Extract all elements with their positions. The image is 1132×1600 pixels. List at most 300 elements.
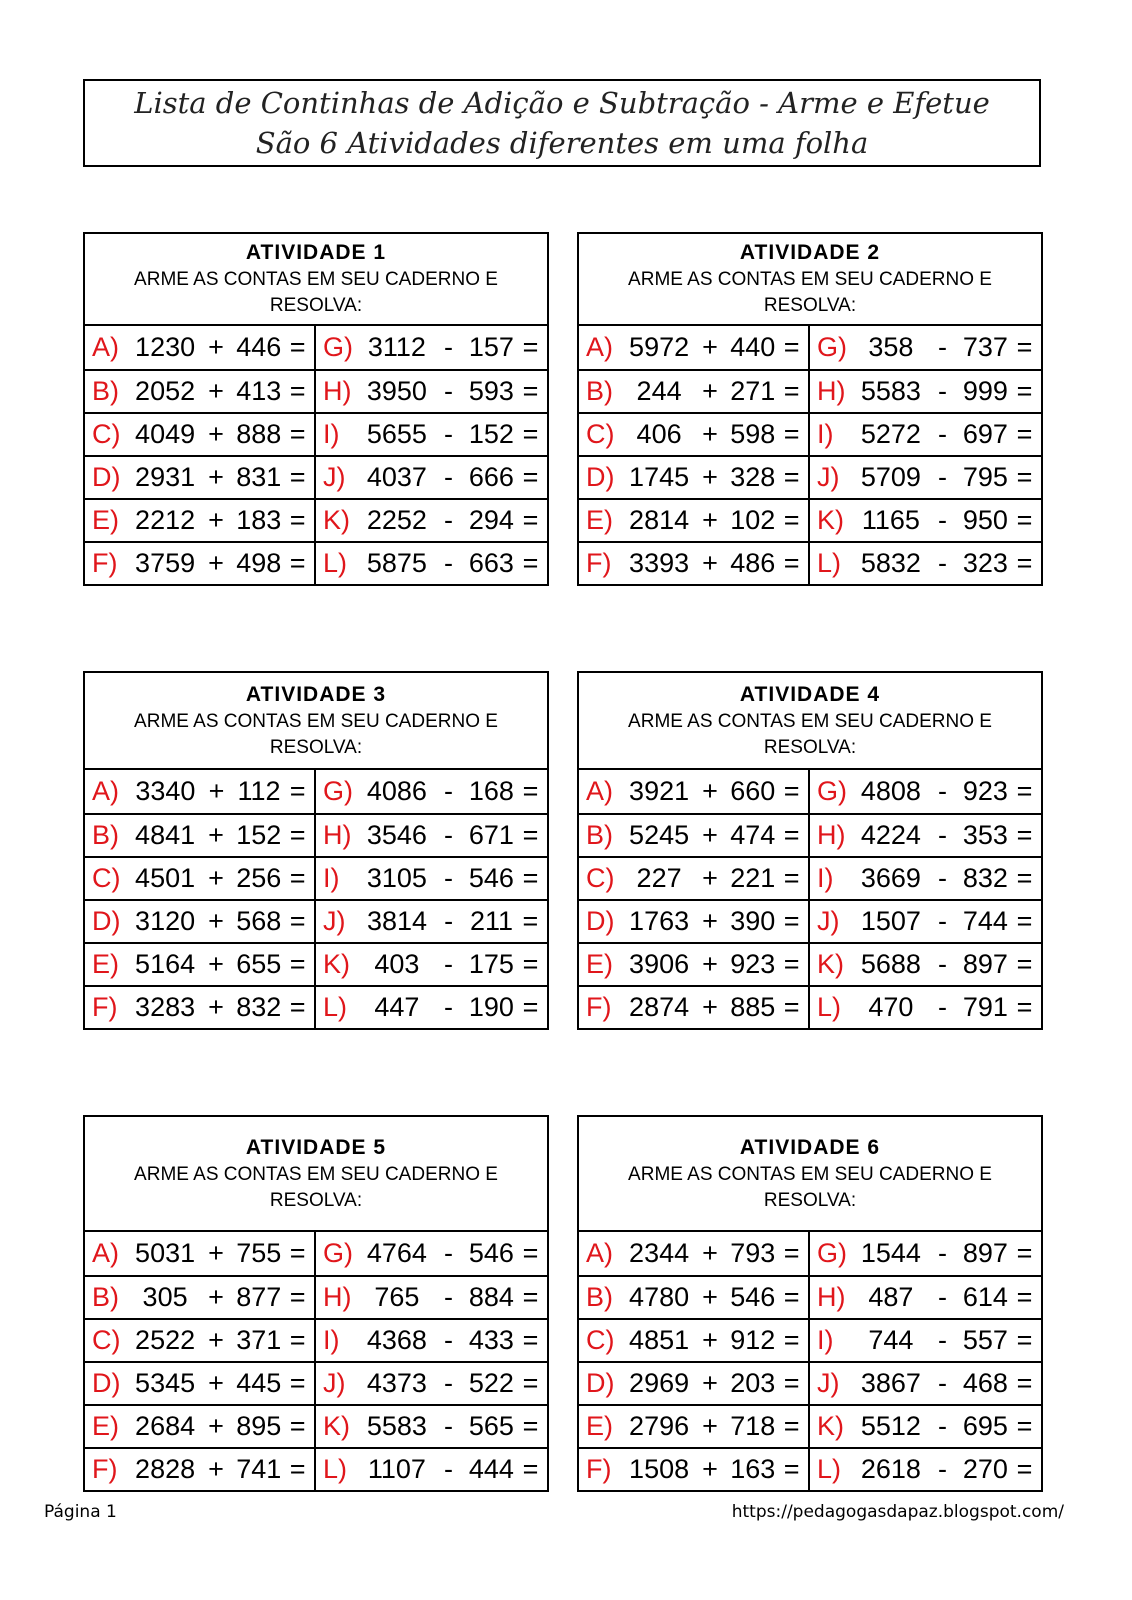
first-number: 447 (374, 992, 420, 1022)
second-number: 183 (236, 505, 282, 535)
addition-exercise (579, 1277, 810, 1318)
subtraction-exercise (810, 987, 1041, 1028)
exercise-letter: I) (817, 419, 834, 449)
exercise-letter: H) (323, 1282, 352, 1312)
exercise-letter: L) (817, 1454, 842, 1484)
equals-sign: = (783, 1238, 800, 1268)
second-number: 666 (468, 462, 514, 492)
second-number: 888 (236, 419, 282, 449)
subtraction-exercise (316, 1232, 547, 1275)
second-number: 923 (962, 776, 1008, 806)
second-number: 897 (962, 949, 1008, 979)
first-number: 2618 (860, 1454, 921, 1484)
second-number: 546 (730, 1282, 776, 1312)
operator: + (208, 376, 224, 406)
equals-sign: = (783, 1368, 800, 1398)
first-number: 2684 (135, 1411, 196, 1441)
exercise-letter: C) (586, 1325, 615, 1355)
second-number: 271 (730, 376, 776, 406)
equals-sign: = (783, 776, 800, 806)
exercise-letter: E) (586, 1411, 613, 1441)
second-number: 112 (237, 776, 281, 806)
equals-sign: = (289, 992, 306, 1022)
operator: - (443, 332, 453, 362)
exercise-letter: H) (817, 820, 846, 850)
second-number: 328 (730, 462, 776, 492)
exercise-letter: A) (586, 776, 613, 806)
exercise-letter: A) (92, 776, 119, 806)
second-number: 671 (468, 820, 514, 850)
exercise-letter: A) (92, 1238, 119, 1268)
subtraction-exercise (316, 543, 547, 584)
operator: + (208, 820, 224, 850)
second-number: 440 (730, 332, 776, 362)
equals-sign: = (289, 332, 306, 362)
addition-exercise (579, 457, 810, 498)
exercise-row (579, 1275, 1041, 1318)
equals-sign: = (522, 906, 539, 936)
exercise-letter: L) (323, 1454, 348, 1484)
second-number: 655 (236, 949, 282, 979)
operator: + (208, 1238, 224, 1268)
first-number: 5688 (860, 949, 921, 979)
second-number: 557 (962, 1325, 1008, 1355)
operator: + (702, 1454, 718, 1484)
first-number: 3867 (860, 1368, 921, 1398)
first-number: 1763 (629, 906, 690, 936)
equals-sign: = (1016, 332, 1033, 362)
equals-sign: = (289, 1411, 306, 1441)
first-number: 5655 (366, 419, 427, 449)
equals-sign: = (289, 906, 306, 936)
exercise-letter: A) (586, 332, 613, 362)
first-number: 2828 (135, 1454, 196, 1484)
activity-instruction: ARME AS CONTAS EM SEU CADERNO E RESOLVA: (134, 710, 498, 758)
exercise-row (85, 369, 547, 412)
equals-sign: = (1016, 992, 1033, 1022)
equals-sign: = (522, 1454, 539, 1484)
first-number: 470 (868, 992, 914, 1022)
exercise-row (579, 1361, 1041, 1404)
subtraction-exercise (810, 1449, 1041, 1490)
exercise-letter: K) (817, 949, 844, 979)
second-number: 498 (236, 548, 282, 578)
second-number: 950 (962, 505, 1008, 535)
exercise-row (85, 326, 547, 369)
operator: + (208, 863, 224, 893)
subtraction-exercise (810, 1320, 1041, 1361)
equals-sign: = (289, 1325, 306, 1355)
first-number: 5583 (860, 376, 921, 406)
exercise-letter: D) (586, 1368, 615, 1398)
second-number: 256 (236, 863, 282, 893)
first-number: 3814 (366, 906, 428, 936)
equals-sign: = (289, 776, 306, 806)
activity-instruction: ARME AS CONTAS EM SEU CADERNO E RESOLVA: (628, 269, 992, 316)
exercise-row (579, 1404, 1041, 1447)
first-number: 2931 (135, 462, 196, 492)
second-number: 203 (730, 1368, 776, 1398)
subtraction-exercise (316, 457, 547, 498)
activity-header (85, 673, 547, 770)
subtraction-exercise (810, 858, 1041, 899)
exercise-row (579, 813, 1041, 856)
equals-sign: = (289, 820, 306, 850)
operator: - (443, 505, 453, 535)
exercise-letter: F) (92, 548, 118, 578)
second-number: 468 (962, 1368, 1008, 1398)
exercise-table (85, 1232, 547, 1490)
first-number: 2052 (135, 376, 196, 406)
operator: + (208, 1454, 224, 1484)
first-number: 2969 (629, 1368, 690, 1398)
operator: - (937, 1282, 947, 1312)
exercise-letter: K) (323, 1411, 350, 1441)
exercise-row (85, 1404, 547, 1447)
operator: + (702, 376, 718, 406)
exercise-letter: F) (586, 548, 612, 578)
exercise-letter: K) (323, 949, 350, 979)
exercise-letter: D) (92, 906, 121, 936)
addition-exercise (85, 770, 316, 813)
first-number: 1544 (860, 1238, 921, 1268)
second-number: 323 (962, 548, 1008, 578)
exercise-letter: H) (323, 820, 352, 850)
exercise-row (85, 541, 547, 584)
exercise-letter: D) (92, 462, 121, 492)
first-number: 3950 (366, 376, 427, 406)
addition-exercise (579, 500, 810, 541)
exercise-row (579, 412, 1041, 455)
addition-exercise (579, 1363, 810, 1404)
second-number: 831 (236, 462, 282, 492)
first-number: 3105 (366, 863, 427, 893)
second-number: 877 (236, 1282, 282, 1312)
addition-exercise (579, 543, 810, 584)
second-number: 168 (468, 776, 514, 806)
first-number: 403 (374, 949, 420, 979)
exercise-letter: B) (92, 820, 119, 850)
second-number: 522 (468, 1368, 514, 1398)
addition-exercise (579, 770, 810, 813)
operator: - (937, 1411, 947, 1441)
subtraction-exercise (810, 1277, 1041, 1318)
activity-title: ATIVIDADE 3 (245, 682, 387, 706)
equals-sign: = (522, 1238, 539, 1268)
subtraction-exercise (316, 815, 547, 856)
first-number: 3759 (135, 548, 196, 578)
second-number: 718 (730, 1411, 776, 1441)
subtraction-exercise (810, 543, 1041, 584)
addition-exercise (85, 987, 316, 1028)
subtraction-exercise (316, 326, 547, 369)
second-number: 695 (962, 1411, 1008, 1441)
first-number: 2796 (629, 1411, 690, 1441)
header-title: Lista de Continhas de Adição e Subtração - Arme e Efetue (134, 86, 990, 120)
operator: - (443, 992, 453, 1022)
first-number: 2212 (135, 505, 196, 535)
addition-exercise (579, 815, 810, 856)
activity-instruction: ARME AS CONTAS EM SEU CADERNO E RESOLVA: (628, 1163, 992, 1211)
exercise-letter: I) (817, 863, 834, 893)
second-number: 885 (730, 992, 776, 1022)
equals-sign: = (1016, 1238, 1033, 1268)
second-number: 157 (468, 332, 514, 362)
exercise-letter: D) (586, 906, 615, 936)
subtraction-exercise (810, 500, 1041, 541)
exercise-row (85, 412, 547, 455)
first-number: 4373 (366, 1368, 427, 1398)
equals-sign: = (783, 820, 800, 850)
second-number: 795 (962, 462, 1008, 492)
subtraction-exercise (810, 326, 1041, 369)
operator: + (208, 462, 224, 492)
subtraction-exercise (316, 414, 547, 455)
exercise-row (85, 1275, 547, 1318)
operator: - (443, 376, 453, 406)
first-number: 2874 (629, 992, 690, 1022)
second-number: 446 (236, 332, 282, 362)
exercise-row (85, 1447, 547, 1490)
subtraction-exercise (810, 371, 1041, 412)
addition-exercise (579, 901, 810, 942)
operator: + (702, 548, 718, 578)
second-number: 598 (730, 419, 776, 449)
equals-sign: = (1016, 462, 1033, 492)
second-number: 444 (468, 1454, 514, 1484)
exercise-letter: C) (92, 1325, 121, 1355)
exercise-row (579, 942, 1041, 985)
second-number: 486 (730, 548, 776, 578)
subtraction-exercise (316, 1363, 547, 1404)
subtraction-exercise (810, 457, 1041, 498)
subtraction-exercise (316, 770, 547, 813)
first-number: 4780 (629, 1282, 690, 1312)
operator: + (702, 505, 718, 535)
addition-exercise (579, 1320, 810, 1361)
operator: + (702, 332, 718, 362)
second-number: 152 (468, 419, 514, 449)
second-number: 152 (236, 820, 282, 850)
exercise-letter: E) (92, 949, 119, 979)
first-number: 3283 (135, 992, 196, 1022)
first-number: 1165 (861, 505, 920, 535)
first-number: 5875 (366, 548, 427, 578)
first-number: 3906 (629, 949, 690, 979)
exercise-letter: I) (817, 1325, 834, 1355)
exercise-row (85, 942, 547, 985)
second-number: 737 (962, 332, 1008, 362)
first-number: 2344 (629, 1238, 690, 1268)
first-number: 3120 (135, 906, 196, 936)
exercise-letter: C) (586, 419, 615, 449)
equals-sign: = (1016, 1325, 1033, 1355)
second-number: 884 (468, 1282, 514, 1312)
exercise-row (85, 899, 547, 942)
activity-instruction: ARME AS CONTAS EM SEU CADERNO E RESOLVA: (134, 269, 498, 316)
second-number: 593 (468, 376, 514, 406)
equals-sign: = (783, 332, 800, 362)
exercise-letter: K) (323, 505, 350, 535)
operator: - (443, 1454, 453, 1484)
first-number: 5031 (135, 1238, 196, 1268)
first-number: 5709 (860, 462, 921, 492)
second-number: 660 (730, 776, 776, 806)
exercise-letter: G) (817, 1238, 847, 1268)
operator: + (208, 992, 224, 1022)
equals-sign: = (783, 1325, 800, 1355)
equals-sign: = (1016, 1282, 1033, 1312)
exercise-row (85, 498, 547, 541)
operator: - (443, 1368, 453, 1398)
second-number: 755 (236, 1238, 282, 1268)
operator: - (937, 419, 947, 449)
exercise-row (579, 498, 1041, 541)
second-number: 211 (469, 906, 514, 936)
operator: + (702, 1325, 718, 1355)
exercise-letter: E) (586, 505, 613, 535)
addition-exercise (85, 414, 316, 455)
second-number: 221 (730, 863, 776, 893)
equals-sign: = (783, 376, 800, 406)
exercise-letter: B) (92, 1282, 119, 1312)
exercise-row (85, 856, 547, 899)
subtraction-exercise (810, 815, 1041, 856)
equals-sign: = (1016, 376, 1033, 406)
first-number: 4368 (366, 1325, 427, 1355)
activity-title: ATIVIDADE 4 (739, 682, 881, 706)
equals-sign: = (289, 419, 306, 449)
exercise-row (579, 369, 1041, 412)
operator: - (443, 949, 453, 979)
exercise-row (579, 1318, 1041, 1361)
exercise-letter: D) (92, 1368, 121, 1398)
equals-sign: = (783, 419, 800, 449)
equals-sign: = (522, 1368, 539, 1398)
exercise-row (85, 455, 547, 498)
second-number: 546 (468, 1238, 514, 1268)
addition-exercise (579, 858, 810, 899)
subtraction-exercise (316, 944, 547, 985)
first-number: 2814 (629, 505, 690, 535)
operator: - (937, 1368, 947, 1398)
equals-sign: = (289, 1238, 306, 1268)
equals-sign: = (522, 863, 539, 893)
subtraction-exercise (316, 500, 547, 541)
operator: - (937, 376, 947, 406)
operator: + (702, 776, 718, 806)
activity-instruction: ARME AS CONTAS EM SEU CADERNO E RESOLVA: (134, 1163, 498, 1211)
exercise-letter: H) (817, 376, 846, 406)
second-number: 353 (962, 820, 1008, 850)
first-number: 4037 (366, 462, 427, 492)
exercise-table (85, 770, 547, 1028)
equals-sign: = (522, 505, 539, 535)
second-number: 697 (962, 419, 1008, 449)
first-number: 4501 (135, 863, 196, 893)
equals-sign: = (783, 949, 800, 979)
exercise-letter: J) (817, 462, 840, 492)
first-number: 3921 (629, 776, 690, 806)
subtraction-exercise (810, 944, 1041, 985)
subtraction-exercise (810, 1232, 1041, 1275)
exercise-letter: B) (92, 376, 119, 406)
exercise-letter: K) (817, 1411, 844, 1441)
operator: - (937, 906, 947, 936)
exercise-row (85, 813, 547, 856)
exercise-letter: I) (323, 419, 340, 449)
subtraction-exercise (316, 987, 547, 1028)
exercise-row (579, 770, 1041, 813)
equals-sign: = (783, 863, 800, 893)
equals-sign: = (522, 776, 539, 806)
equals-sign: = (522, 949, 539, 979)
first-number: 227 (636, 863, 682, 893)
addition-exercise (85, 371, 316, 412)
operator: - (443, 776, 453, 806)
exercise-row (85, 1361, 547, 1404)
operator: + (702, 820, 718, 850)
equals-sign: = (522, 1325, 539, 1355)
addition-exercise (85, 815, 316, 856)
subtraction-exercise (316, 901, 547, 942)
second-number: 190 (468, 992, 514, 1022)
operator: - (443, 548, 453, 578)
equals-sign: = (1016, 776, 1033, 806)
equals-sign: = (289, 1454, 306, 1484)
addition-exercise (85, 500, 316, 541)
second-number: 895 (236, 1411, 282, 1441)
equals-sign: = (783, 1454, 800, 1484)
subtraction-exercise (316, 858, 547, 899)
addition-exercise (579, 987, 810, 1028)
exercise-letter: L) (323, 548, 348, 578)
addition-exercise (85, 1449, 316, 1490)
operator: - (937, 863, 947, 893)
exercise-row (579, 856, 1041, 899)
footer-url: https://pedagogasdapaz.blogspot.com/ (731, 1502, 1064, 1522)
activity-instruction: ARME AS CONTAS EM SEU CADERNO E RESOLVA: (628, 710, 992, 758)
second-number: 568 (236, 906, 282, 936)
addition-exercise (85, 944, 316, 985)
first-number: 4851 (629, 1325, 690, 1355)
operator: + (208, 949, 224, 979)
subtraction-exercise (316, 371, 547, 412)
second-number: 897 (962, 1238, 1008, 1268)
first-number: 5832 (860, 548, 921, 578)
operator: - (937, 949, 947, 979)
first-number: 5583 (366, 1411, 427, 1441)
exercise-table (85, 326, 547, 584)
first-number: 3546 (366, 820, 427, 850)
equals-sign: = (783, 1411, 800, 1441)
operator: - (937, 1454, 947, 1484)
equals-sign: = (522, 376, 539, 406)
subtraction-exercise (810, 770, 1041, 813)
exercise-letter: I) (323, 1325, 340, 1355)
operator: + (702, 462, 718, 492)
equals-sign: = (1016, 548, 1033, 578)
first-number: 5512 (860, 1411, 921, 1441)
equals-sign: = (289, 863, 306, 893)
operator: + (208, 548, 224, 578)
worksheet-header (83, 79, 1041, 167)
first-number: 5972 (629, 332, 690, 362)
addition-exercise (85, 858, 316, 899)
exercise-letter: E) (92, 505, 119, 535)
first-number: 4049 (135, 419, 196, 449)
operator: + (208, 1325, 224, 1355)
